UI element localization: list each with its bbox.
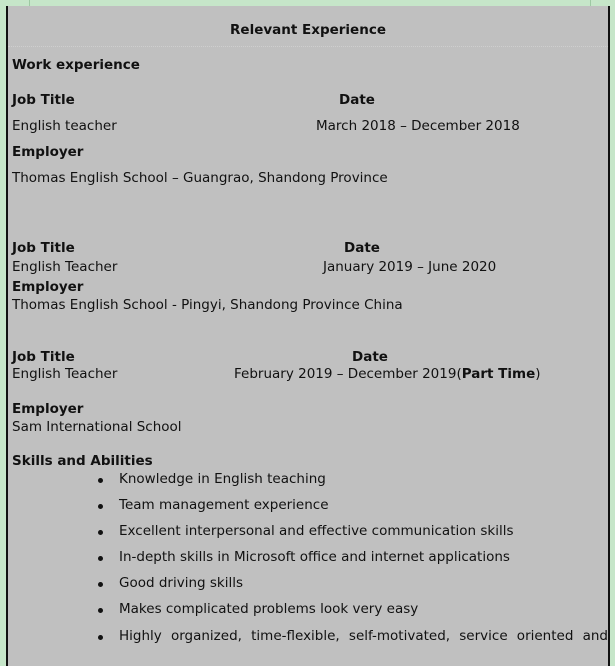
bullet-icon — [98, 556, 103, 561]
bullet-icon — [98, 635, 103, 640]
job-title-label: Job Title — [12, 240, 75, 256]
skill-item: Excellent interpersonal and effective communication skills — [119, 523, 514, 539]
job-title: English Teacher — [12, 259, 118, 275]
skill-item: In-depth skills in Microsoft office and internet applications — [119, 549, 510, 565]
job-date: January 2019 – June 2020 — [323, 259, 497, 275]
work-experience-heading: Work experience — [12, 57, 140, 73]
job-date: March 2018 – December 2018 — [316, 118, 520, 134]
bullet-icon — [98, 530, 103, 535]
job-title: English Teacher — [12, 366, 118, 382]
job-title: English teacher — [12, 118, 117, 134]
skill-item: Good driving skills — [119, 575, 244, 591]
document-page — [6, 6, 610, 666]
job-title-label: Job Title — [12, 349, 75, 365]
bullet-icon — [98, 504, 103, 509]
divider — [8, 46, 608, 47]
bullet-icon — [98, 478, 103, 483]
job-date-text: February 2019 – December 2019( — [234, 366, 462, 382]
bullet-icon — [98, 608, 103, 613]
employer-label: Employer — [12, 401, 84, 417]
employer: Thomas English School – Guangrao, Shandong Province — [12, 170, 388, 186]
employer: Thomas English School - Pingyi, Shandong Province China — [12, 297, 403, 313]
date-label: Date — [339, 92, 375, 108]
employer-label: Employer — [12, 279, 84, 295]
job-date — [234, 366, 541, 382]
skills-heading: Skills and Abilities — [12, 453, 153, 469]
section-title: Relevant Experience — [230, 22, 386, 38]
date-label: Date — [344, 240, 380, 256]
bullet-icon — [98, 582, 103, 587]
skill-item: Highly organized, time-flexible, self-motivated, service oriented and — [119, 628, 608, 644]
date-label: Date — [352, 349, 388, 365]
employer: Sam International School — [12, 419, 182, 435]
part-time-note: Part Time — [461, 366, 536, 382]
skill-item: Makes complicated problems look very easy — [119, 601, 419, 617]
job-title-label: Job Title — [12, 92, 75, 108]
employer-label: Employer — [12, 144, 84, 160]
skill-item: Knowledge in English teaching — [119, 471, 326, 487]
skill-item: Team management experience — [119, 497, 329, 513]
job-date-close: ) — [535, 366, 541, 382]
